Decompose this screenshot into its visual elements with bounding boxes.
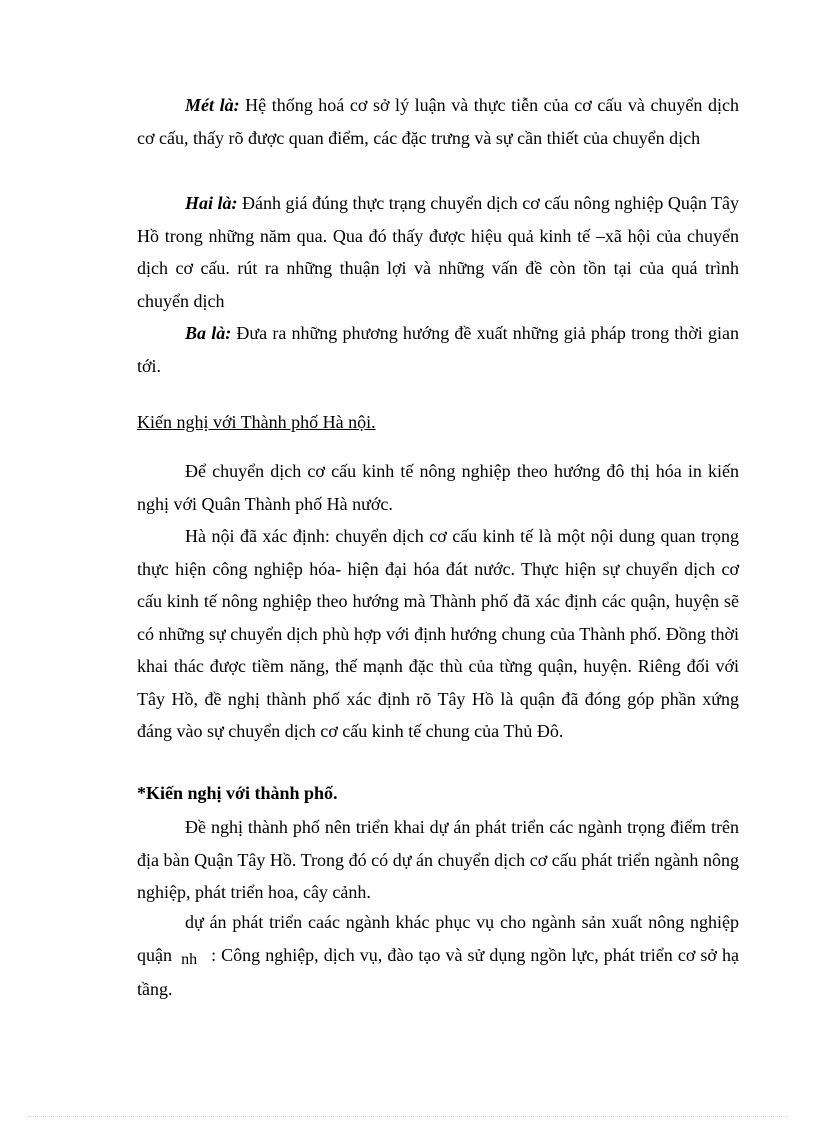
first-point-text: Hệ thống hoá cơ sở lý luận và thực tiễn của cơ cấu và chuyển dịch cơ cấu, thấy rõ được quan điểm, các đặc trưng và sự cần thiết của chuyển dịch: [137, 95, 739, 148]
second-point-lead: Hai là:: [185, 193, 238, 213]
paragraph-second-point: [137, 187, 739, 317]
third-point-lead: Ba là:: [185, 323, 232, 343]
paragraph-first-point: [137, 89, 739, 154]
third-point-text: Đưa ra những phương hướng đề xuất những giả pháp trong thời gian tới.: [137, 323, 739, 376]
paragraph-third-point: [137, 317, 739, 382]
first-point-lead: Mét là:: [185, 95, 240, 115]
section-heading-city-proposal: *Kiến nghị với thành phố.: [137, 783, 338, 803]
paragraph-supporting-industries: [137, 906, 739, 1006]
supporting-industries-text-start: dự án phát triển caác ngành khác phục vụ cho ngành sản xuất nông nghiệp quận: [137, 912, 739, 965]
section-heading-city-recommendations: Kiến nghị với Thành phố Hà nội.: [137, 412, 376, 432]
paragraph-intro-recommendation: Để chuyển dịch cơ cấu kinh tế nông nghiệp theo hướng đô thị hóa in kiến nghị với Quân Thành phố Hà nước.: [137, 461, 739, 514]
paragraph-hanoi-determination: Hà nội đã xác định: chuyển dịch cơ cấu kinh tế là một nội dung quan trọng thực hiện công nghiệp hóa- hiện đại hóa đát nước. Thực hiện sự chuyển dịch cơ cấu kinh tế nông nghiệp theo hướng mà Thành phố đã xác định các quận, huyện sẽ có những sự chuyển dịch phù hợp với định hướng chung của Thành phố. Đồng thời khai thác được tiềm năng, thế mạnh đặc thù của từng quận, huyện. Riêng đối với Tây Hồ, đề nghị thành phố xác định rõ Tây Hồ là quận đã đóng góp phần xứng đáng vào sự chuyển dịch cơ cấu kinh tế chung của Thủ Đô.: [137, 526, 739, 741]
supporting-industries-text-end: : Công nghiệp, dịch vụ, đào tạo và sử dụng ngồn lực, phát triển cơ sở hạ tầng.: [137, 944, 739, 999]
page-bottom-divider: [28, 1116, 788, 1117]
second-point-text: Đánh giá đúng thực trạng chuyển dịch cơ cấu nông nghiệp Quận Tây Hồ trong những năm qua. Qua đó thấy được hiệu quả kinh tế –xã hội của chuyển dịch cơ cấu. rút ra những thuận lợi và những vấn đề còn tồn tại của quá trình chuyển dịch: [137, 193, 739, 311]
stray-mark: nh: [181, 950, 198, 968]
paragraph-project-proposal: Đề nghị thành phố nên triển khai dự án phát triển các ngành trọng điểm trên địa bàn Quận Tây Hồ. Trong đó có dự án chuyển dịch cơ cấu phát triển ngành nông nghiệp, phát triển hoa, cây cảnh.: [137, 817, 739, 902]
